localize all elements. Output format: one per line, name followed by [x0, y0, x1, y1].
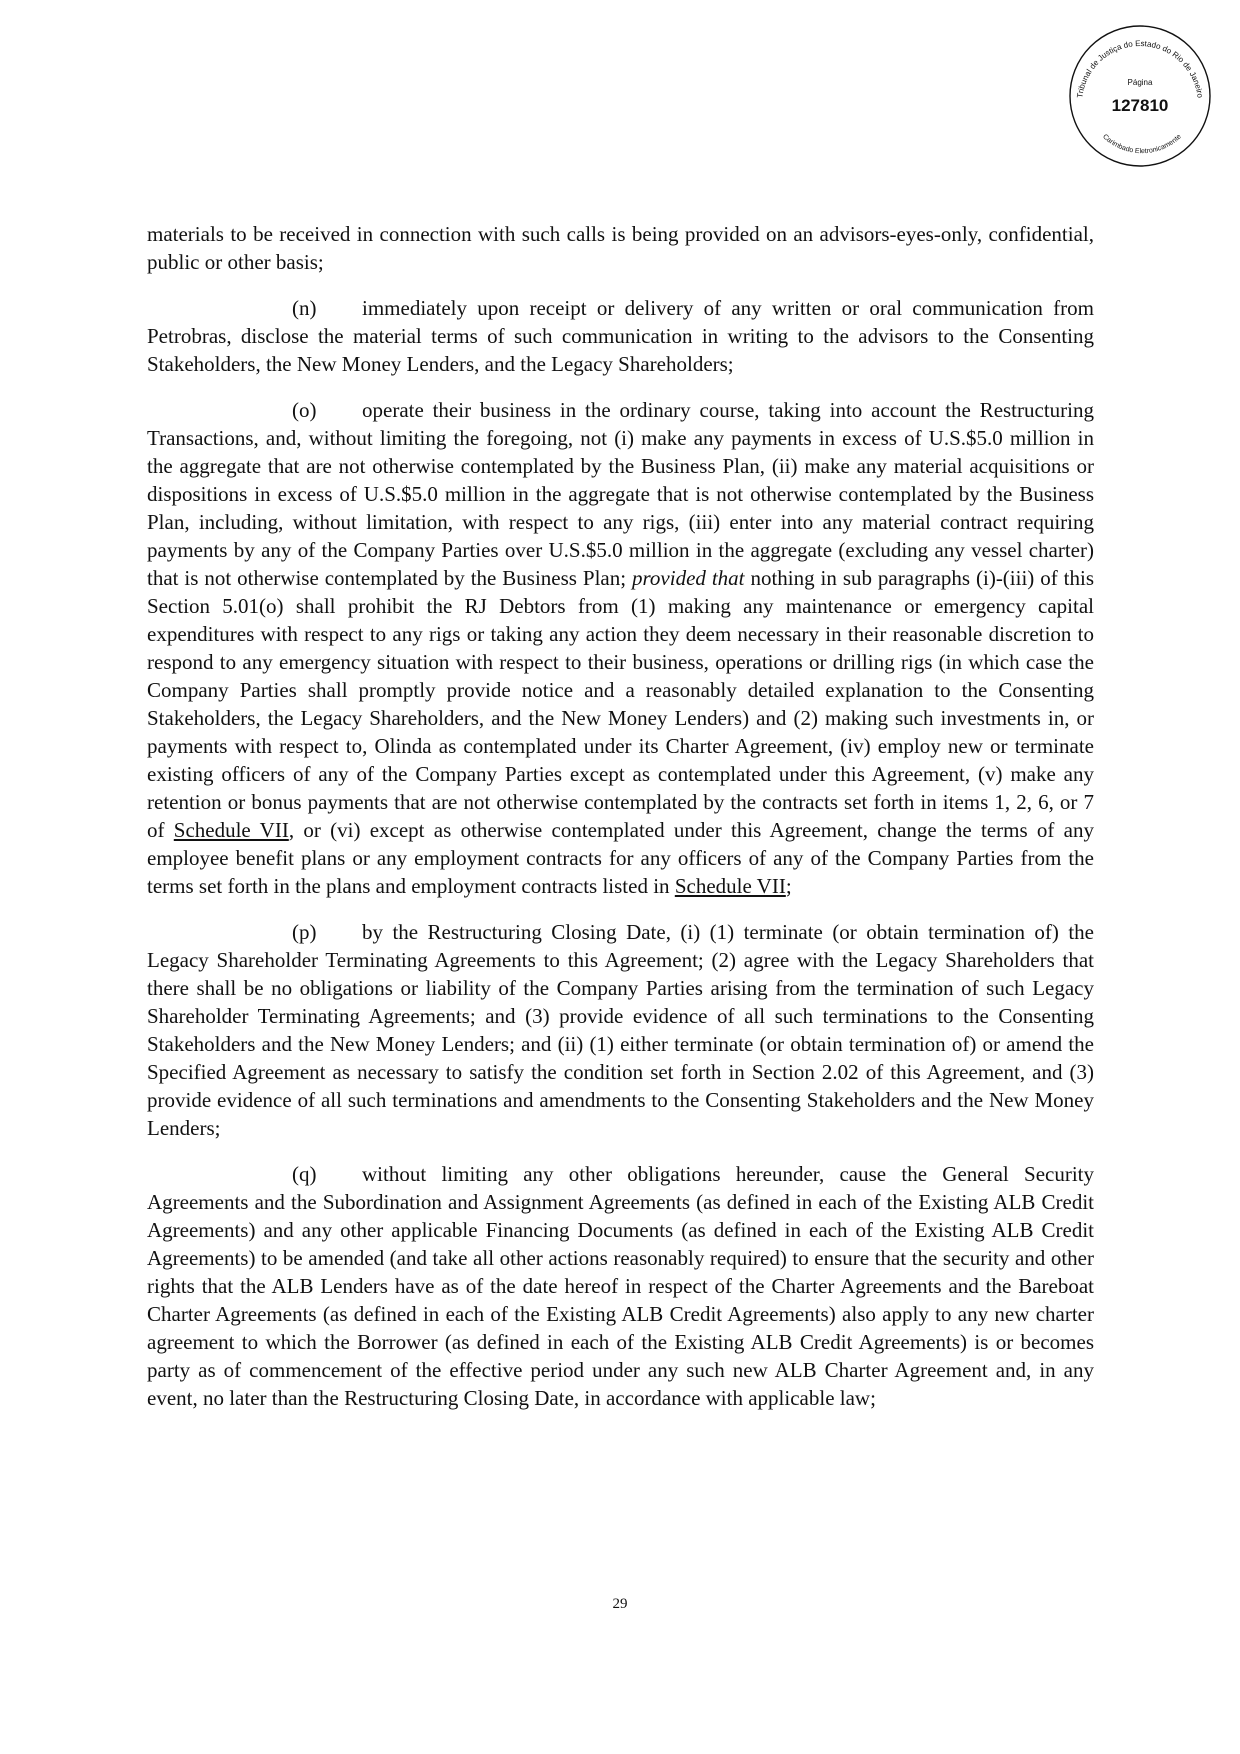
court-stamp [1066, 22, 1214, 170]
paragraph-o-text-1: operate their business in the ordinary course, taking into account the Restructuring Transactions, and, without limiting the foregoing, not (i) make any payments in excess of U.S.$5.0 million in the aggregate that are not otherwise contemplated by the Business Plan, (ii) make any material acquisitions or dispositions in excess of U.S.$5.0 million in the aggregate that is not otherwise contemplated by the Business Plan, including, without limitation, with respect to any rigs, (iii) enter into any material contract requiring payments by any of the Company Parties over U.S.$5.0 million in the aggregate (excluding any vessel charter) that is not otherwise contemplated by the Business Plan; [147, 398, 1094, 590]
paragraph-o-marker: (o) [292, 398, 317, 422]
continuation-paragraph: materials to be received in connection with such calls is being provided on an advisors-eyes-only, confidential, public or other basis; [147, 222, 1094, 274]
stamp-arc-text: Tribunal de Justiça do Estado do Rio de Janeiro [1075, 38, 1205, 99]
schedule-vii-reference-2: Schedule VII [674, 874, 786, 898]
paragraph-q [147, 1160, 1094, 1412]
paragraph-o-italic: provided that [632, 566, 745, 590]
stamp-bottom-text: Carimbado Eletronicamente [1101, 133, 1183, 156]
page-number: 29 [612, 1596, 628, 1612]
document-body [147, 220, 1094, 1430]
paragraph-n [147, 294, 1094, 378]
paragraph-p [147, 918, 1094, 1142]
paragraph-q-text: without limiting any other obligations hereunder, cause the General Security Agreements and the Subordination and Assignment Agreements (as defined in each of the Existing ALB Credit Agreements) and any other applicable Financing Documents (as defined in each of the Existing ALB Credit Agreements) to be amended (and take all other actions reasonably required) to ensure that the security and other rights that the ALB Lenders have as of the date hereof in respect of the Charter Agreements and the Bareboat Charter Agreements (as defined in each of the Existing ALB Credit Agreements) also apply to any new charter agreement to which the Borrower (as defined in each of the Existing ALB Credit Agreements) is or becomes party as of commencement of the effective period under any such new ALB Charter Agreement and, in any event, no later than the Restructuring Closing Date, in accordance with applicable law; [147, 1162, 1094, 1410]
paragraph-o-text-2: nothing in sub paragraphs (i)-(iii) of this Section 5.01(o) shall prohibit the RJ Debtors from (1) making any maintenance or emergency capital expenditures with respect to any rigs or taking any action they deem necessary in their reasonable discretion to respond to any emergency situation with respect to their business, operations or drilling rigs (in which case the Company Parties shall promptly provide notice and a reasonably detailed explanation to the Consenting Stakeholders, the Legacy Shareholders, and the New Money Lenders) and (2) making such investments in, or payments with respect to, Olinda as contemplated under its Charter Agreement, (iv) employ new or terminate existing officers of any of the Company Parties except as contemplated under this Agreement, (v) make any retention or bonus payments that are not otherwise contemplated by the contracts set forth in items 1, 2, 6, or 7 of [147, 566, 1095, 842]
paragraph-q-marker: (q) [292, 1162, 317, 1186]
paragraph-o-text-3: , or (vi) except as otherwise contemplated under this Agreement, change the terms of any employee benefit plans or any employment contracts for any officers of any of the Company Parties from the terms set forth in the plans and employment contracts listed in [147, 818, 1094, 898]
stamp-page-number: 127810 [1111, 96, 1169, 115]
paragraph-p-marker: (p) [292, 920, 317, 944]
paragraph-o [147, 396, 1094, 900]
paragraph-n-marker: (n) [292, 296, 317, 320]
schedule-vii-reference-1: Schedule VII [173, 818, 289, 842]
stamp-page-label: Página [1127, 78, 1153, 87]
paragraph-p-text: by the Restructuring Closing Date, (i) (1) terminate (or obtain termination of) the Legacy Shareholder Terminating Agreements to this Agreement; (2) agree with the Legacy Shareholders that there shall be no obligations or liability of the Company Parties arising from the termination of such Legacy Shareholder Terminating Agreements; and (3) provide evidence of all such terminations to the Consenting Stakeholders and the New Money Lenders; and (ii) (1) either terminate (or obtain termination of) or amend the Specified Agreement as necessary to satisfy the condition set forth in Section 2.02 of this Agreement, and (3) provide evidence of all such terminations and amendments to the Consenting Stakeholders and the New Money Lenders; [147, 920, 1094, 1140]
paragraph-n-text: immediately upon receipt or delivery of any written or oral communication from Petrobras, disclose the material terms of such communication in writing to the advisors to the Consenting Stakeholders, the New Money Lenders, and the Legacy Shareholders; [147, 296, 1094, 376]
paragraph-o-text-4: ; [785, 874, 792, 898]
